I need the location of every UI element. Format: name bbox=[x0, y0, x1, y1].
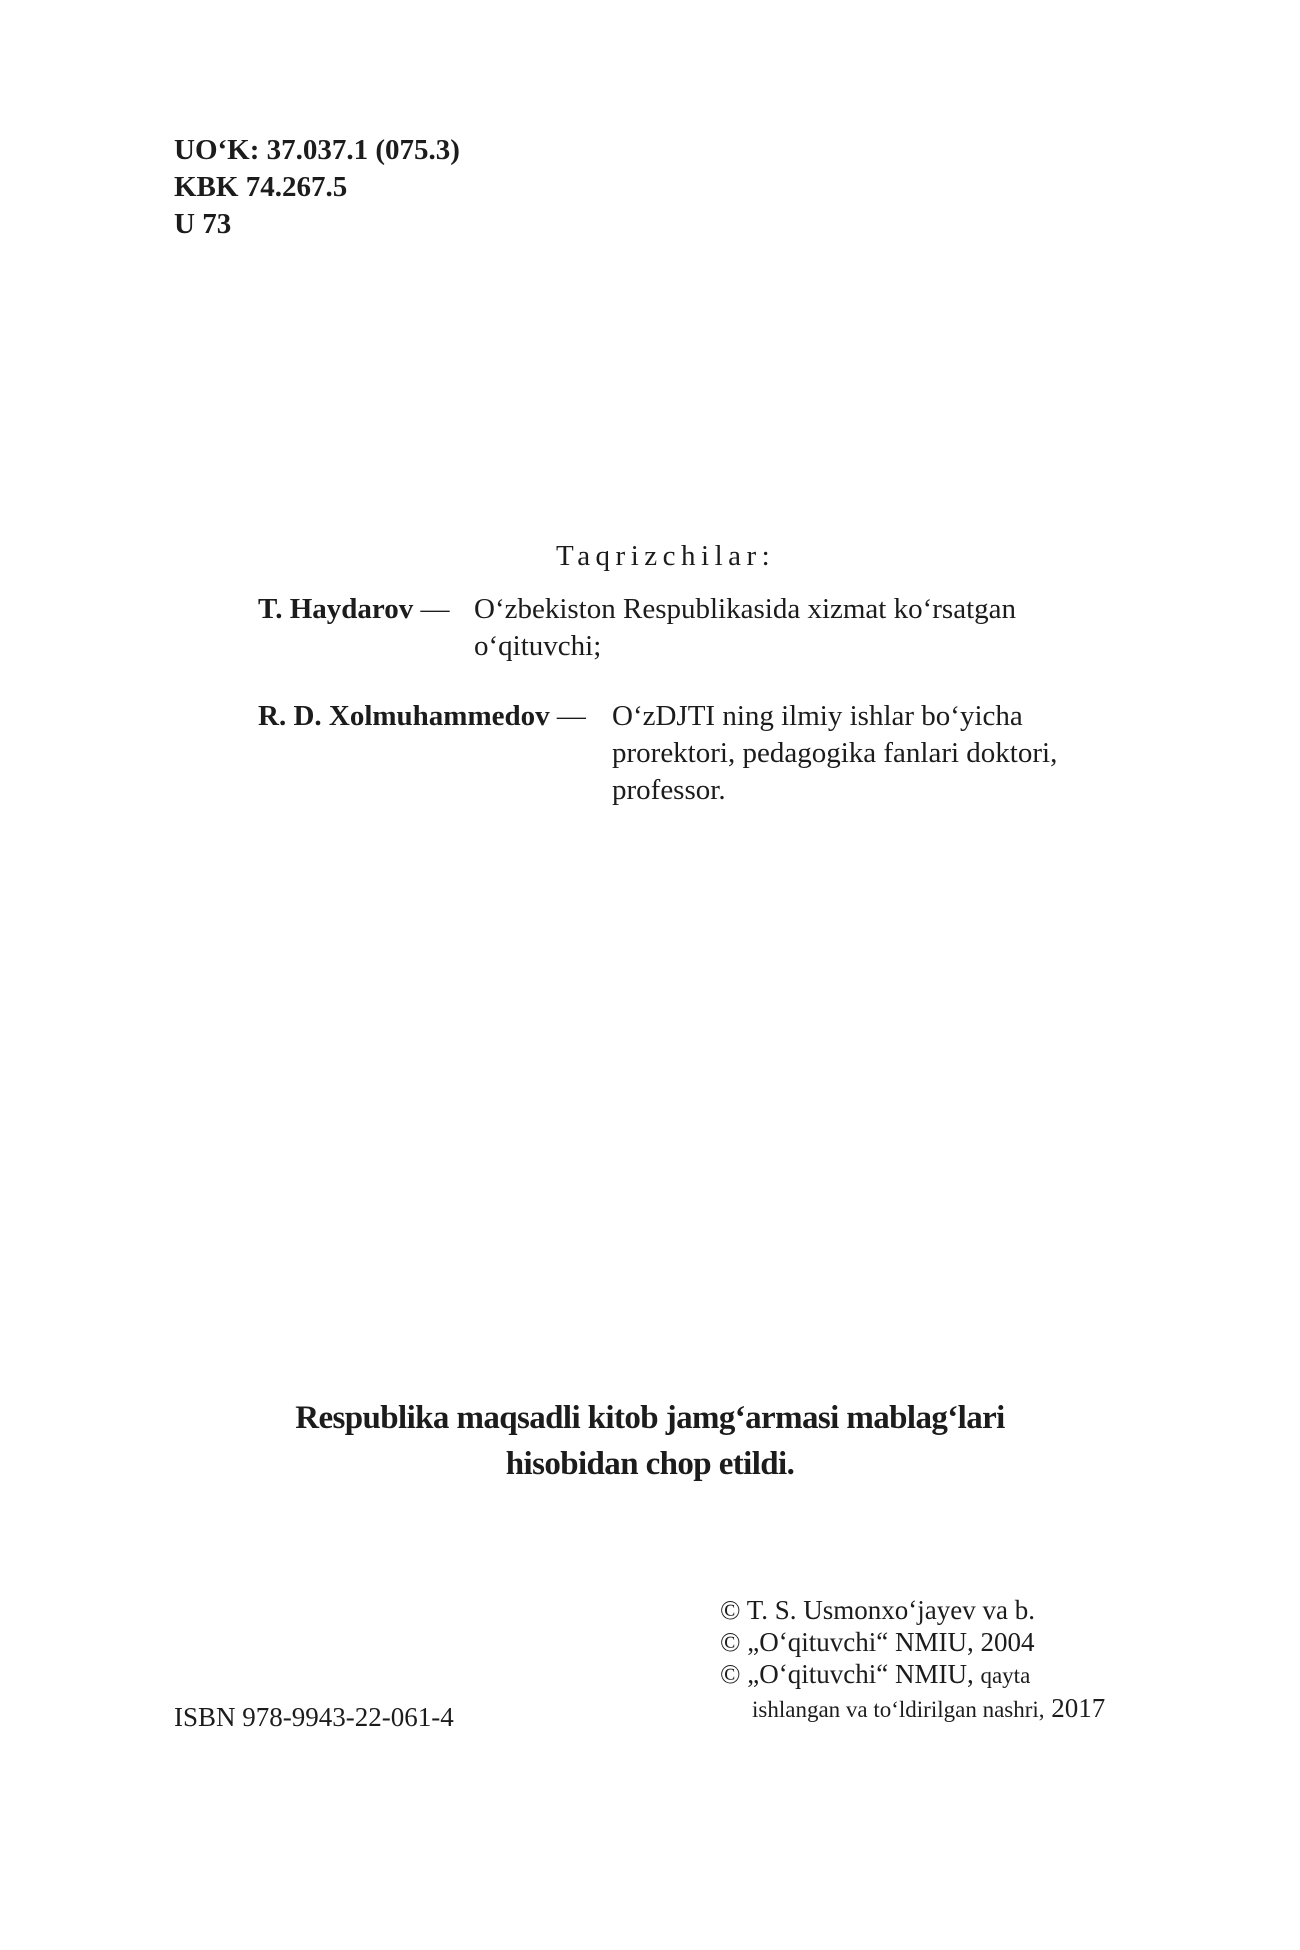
author-mark: U 73 bbox=[174, 208, 232, 240]
reviewer-name: R. D. Xolmuhammedov bbox=[258, 700, 550, 732]
reviewer-name: T. Haydarov bbox=[258, 593, 414, 625]
copyright-line-1: © T. S. Usmonxo‘jayev va b. bbox=[720, 1595, 1035, 1625]
funding-line-2: hisobidan chop etildi. bbox=[505, 1446, 795, 1482]
reviewer-description-line: O‘zbekiston Respublikasida xizmat ko‘rsatgan bbox=[474, 593, 1017, 625]
copyright-year: 2017 bbox=[1044, 1693, 1106, 1723]
copyright-line-3 bbox=[720, 1658, 1105, 1692]
reviewer-dash: — bbox=[413, 593, 450, 625]
kbk-code: KBK 74.267.5 bbox=[174, 171, 348, 203]
copyright-line-3-small: qayta bbox=[980, 1663, 1031, 1688]
reviewer-description-line: O‘zDJTI ning ilmiy ishlar bo‘yicha bbox=[612, 700, 1023, 732]
reviewers-heading: Taqrizchilar: bbox=[556, 540, 776, 572]
copyright-line-3-main: © „O‘qituvchi“ NMIU, bbox=[720, 1659, 981, 1689]
classification-block bbox=[174, 132, 460, 243]
funding-line-1: Respublika maqsadli kitob jamg‘armasi mablag‘lari bbox=[295, 1400, 1005, 1436]
funding-note bbox=[0, 1395, 1300, 1487]
reviewer-description-line: professor. bbox=[612, 774, 726, 806]
reviewer-description-line: prorektori, pedagogika fanlari doktori, bbox=[612, 737, 1058, 769]
copyright-line-4-small: ishlangan va to‘ldirilgan nashri, bbox=[752, 1697, 1045, 1722]
reviewer-description-line: o‘qituvchi; bbox=[474, 630, 602, 662]
isbn: ISBN 978-9943-22-061-4 bbox=[174, 1702, 454, 1732]
copyright-line-4 bbox=[720, 1692, 1105, 1726]
reviewer-dash: — bbox=[549, 700, 586, 732]
copyright-line-2: © „O‘qituvchi“ NMIU, 2004 bbox=[720, 1627, 1035, 1657]
copyright-block bbox=[720, 1594, 1105, 1726]
uok-code: UO‘K: 37.037.1 (075.3) bbox=[174, 134, 460, 166]
